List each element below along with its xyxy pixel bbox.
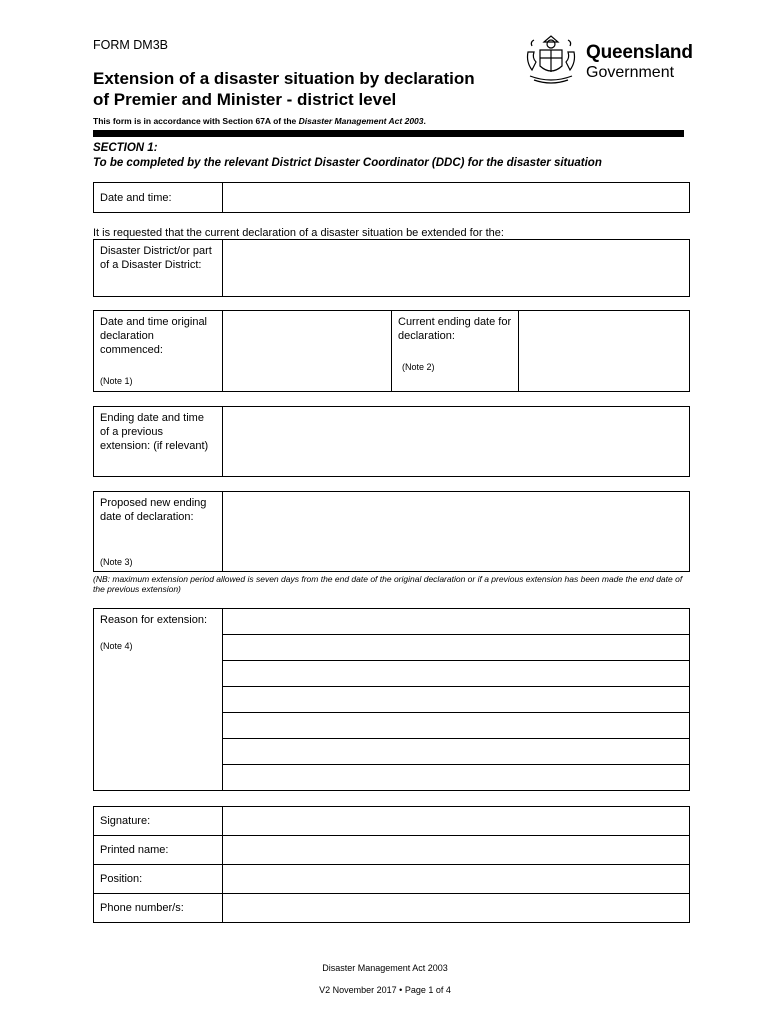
current-ending-label: Current ending date for declaration: (Note 2) xyxy=(392,311,519,392)
date-time-field[interactable] xyxy=(223,183,690,213)
reason-line[interactable] xyxy=(223,609,690,635)
position-label: Position: xyxy=(94,865,223,894)
previous-ending-label: Ending date and time of a previous extension: (if relevant) xyxy=(94,407,223,477)
proposed-label: Proposed new ending date of declaration: (Note 3) xyxy=(94,492,223,572)
section-heading: SECTION 1: To be completed by the relevant District Disaster Coordinator (DDC) for the disaster situation xyxy=(93,142,602,169)
request-statement: It is requested that the current declaration of a disaster situation be extended for the: xyxy=(93,227,504,239)
district-label: Disaster District/or part of a Disaster District: xyxy=(94,240,223,297)
page-title: Extension of a disaster situation by declaration of Premier and Minister - district level xyxy=(93,69,475,109)
current-ending-field[interactable] xyxy=(519,311,690,392)
note-2: (Note 2) xyxy=(402,362,435,372)
position-field[interactable] xyxy=(223,865,690,894)
accordance-note: This form is in accordance with Section 67A of the Disaster Management Act 2003. xyxy=(93,116,426,126)
reason-line[interactable] xyxy=(223,661,690,687)
district-table xyxy=(93,239,690,297)
note-4: (Note 4) xyxy=(100,641,133,651)
phone-label: Phone number/s: xyxy=(94,894,223,923)
commenced-field[interactable] xyxy=(223,311,392,392)
district-field[interactable] xyxy=(223,240,690,297)
note-3: (Note 3) xyxy=(100,557,133,567)
proposed-field[interactable] xyxy=(223,492,690,572)
commenced-label: Date and time original declaration commenced: (Note 1) xyxy=(94,311,223,392)
date-time-label: Date and time: xyxy=(94,183,223,213)
reason-table xyxy=(93,608,690,791)
note-1: (Note 1) xyxy=(100,376,133,386)
printed-name-field[interactable] xyxy=(223,836,690,865)
nb-note: (NB: maximum extension period allowed is seven days from the end date of the original declaration or if a previous extension has been made the end date of the previous extension) xyxy=(93,574,683,594)
printed-name-label: Printed name: xyxy=(94,836,223,865)
form-code: FORM DM3B xyxy=(93,38,168,52)
coat-of-arms-icon xyxy=(522,32,580,88)
phone-field[interactable] xyxy=(223,894,690,923)
logo-text-government: Government xyxy=(586,64,675,81)
proposed-table xyxy=(93,491,690,572)
signature-field[interactable] xyxy=(223,807,690,836)
footer-version: V2 November 2017 • Page 1 of 4 xyxy=(319,985,451,995)
logo-text-queensland: Queensland xyxy=(586,42,693,63)
queensland-government-logo xyxy=(522,32,697,90)
previous-extension-table xyxy=(93,406,690,477)
signature-label: Signature: xyxy=(94,807,223,836)
reason-label: Reason for extension: (Note 4) xyxy=(94,609,223,791)
reason-line[interactable] xyxy=(223,713,690,739)
signature-table xyxy=(93,806,690,923)
reason-line[interactable] xyxy=(223,635,690,661)
date-time-table xyxy=(93,182,690,213)
divider-bar xyxy=(93,130,684,137)
reason-line[interactable] xyxy=(223,739,690,765)
declaration-dates-table xyxy=(93,310,690,392)
reason-line[interactable] xyxy=(223,765,690,791)
reason-line[interactable] xyxy=(223,687,690,713)
previous-ending-field[interactable] xyxy=(223,407,690,477)
footer-act: Disaster Management Act 2003 xyxy=(322,963,448,973)
